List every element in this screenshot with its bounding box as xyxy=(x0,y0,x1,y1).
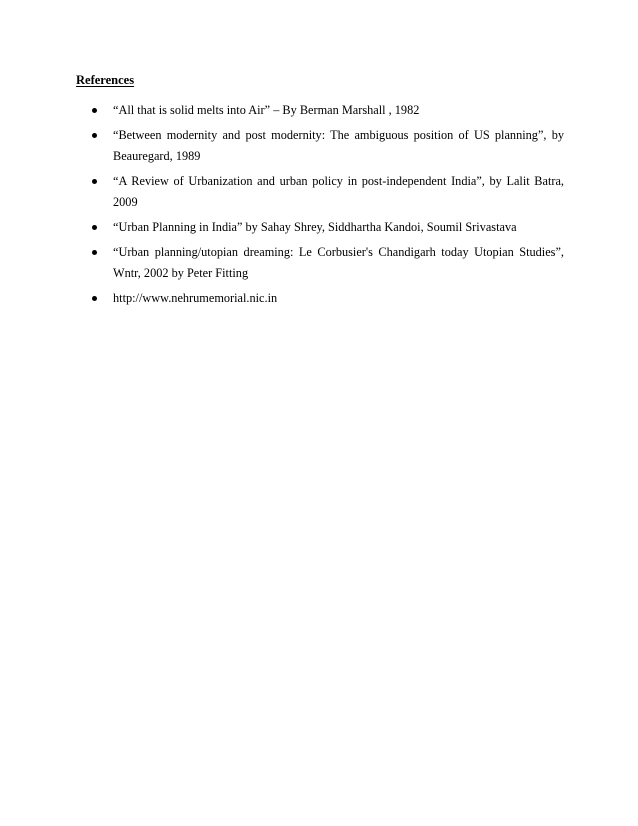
reference-text: “Between modernity and post modernity: The ambiguous position of US planning”, by Beauregard, 1989 xyxy=(113,128,564,163)
bullet-icon xyxy=(92,133,97,138)
reference-text: “Urban planning/utopian dreaming: Le Corbusier's Chandigarh today Utopian Studies”, Wntr, 2002 by Peter Fitting xyxy=(113,245,564,280)
bullet-icon xyxy=(92,108,97,113)
reference-item xyxy=(0,217,638,238)
reference-item xyxy=(0,242,638,284)
reference-item xyxy=(0,171,638,213)
reference-item xyxy=(0,125,638,167)
reference-url[interactable]: http://www.nehrumemorial.nic.in xyxy=(113,291,278,305)
bullet-icon xyxy=(92,225,97,230)
bullet-icon xyxy=(92,250,97,255)
bullet-icon xyxy=(92,296,97,301)
reference-item-link[interactable] xyxy=(0,288,638,309)
reference-text: “A Review of Urbanization and urban policy in post-independent India”, by Lalit Batra, 2009 xyxy=(113,174,564,209)
bullet-icon xyxy=(92,179,97,184)
reference-text: “All that is solid melts into Air” – By Berman Marshall , 1982 xyxy=(113,103,420,117)
references-list xyxy=(0,100,638,313)
reference-text: “Urban Planning in India” by Sahay Shrey, Siddhartha Kandoi, Soumil Srivastava xyxy=(113,220,517,234)
reference-item xyxy=(0,100,638,121)
references-heading: References xyxy=(76,73,135,87)
